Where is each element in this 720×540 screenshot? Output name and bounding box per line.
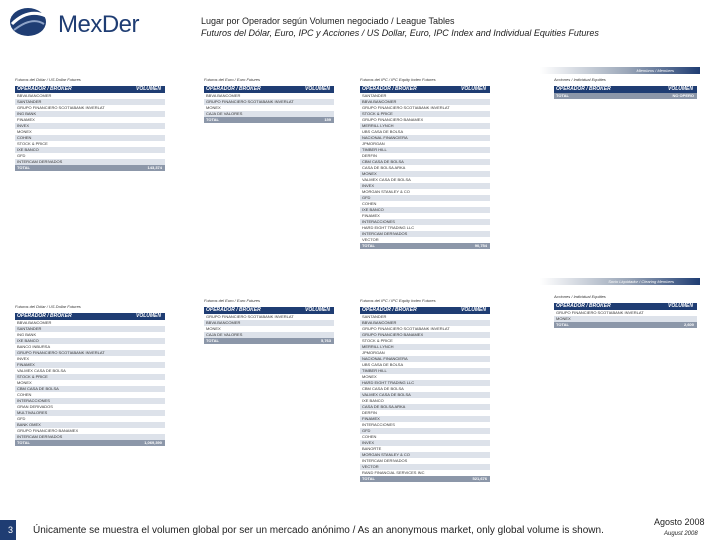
- table-row: ING BANK: [15, 111, 165, 117]
- panel-usd-futures-members: [15, 74, 165, 171]
- ribbon-clearing-members: [540, 278, 700, 285]
- table-row: MONEX: [17, 380, 32, 385]
- table-row: INTERACCIONES: [15, 398, 165, 404]
- table-row: INTERACCIONES: [362, 422, 395, 427]
- table-row: GRUPO FINANCIERO SCOTIABANK INVERLAT: [206, 314, 294, 319]
- table-row: HARD EIGHT TRADING LLC: [362, 225, 415, 230]
- table-header: [554, 303, 697, 310]
- header-volume: VOLUMEN: [305, 307, 330, 313]
- table-row: GRUPO FINANCIERO SCOTIABANK INVERLAT: [204, 99, 334, 105]
- table-row: INTERACCIONES: [360, 219, 490, 225]
- header-broker: OPERADOR / BROKER: [362, 86, 417, 92]
- table-row: VALMEX CASA DE BOLSA: [17, 368, 66, 373]
- ribbon-members-label: Miembros / Members: [636, 68, 674, 73]
- table-row: MONEX: [17, 129, 32, 134]
- header-broker: OPERADOR / BROKER: [556, 86, 611, 92]
- table-row: MONEX: [206, 326, 221, 331]
- table-row: ING BANK: [17, 332, 37, 337]
- table-row: INTERCAM DERIVADOS: [15, 434, 165, 440]
- header-volume: VOLUMEN: [668, 303, 693, 309]
- table-row: INVEX: [360, 440, 490, 446]
- panel-usd-futures-clearing: [15, 301, 165, 446]
- header-broker: OPERADOR / BROKER: [17, 86, 72, 92]
- table-row: TIMBER HILL: [360, 147, 490, 153]
- panel-euro-futures-clearing: [204, 295, 334, 344]
- table-header: [554, 86, 697, 93]
- table-row: COHEN: [17, 392, 32, 397]
- ribbon-members: [540, 67, 700, 74]
- total-label: TOTAL: [362, 243, 375, 248]
- panel-title: Acciones / Individual Equities: [554, 294, 606, 299]
- header-broker: OPERADOR / BROKER: [556, 303, 611, 309]
- header-volume: VOLUMEN: [136, 313, 161, 319]
- table-row: INVEX: [15, 123, 165, 129]
- total-value: 521,676: [472, 476, 487, 481]
- table-row: SANTANDER: [15, 326, 165, 332]
- page-number: 3: [0, 520, 16, 540]
- total-row: [360, 476, 490, 482]
- table-row: BANK OMEX: [15, 422, 165, 428]
- table-row: CAJA DE VALORES: [204, 332, 334, 338]
- header-volume: VOLUMEN: [136, 86, 161, 92]
- total-row: [204, 117, 334, 123]
- total-value: 2,600: [683, 322, 694, 327]
- table-row: MONEX: [554, 316, 697, 322]
- table-row: CASA DE BOLSA ARKA: [360, 404, 490, 410]
- mexder-logo: [4, 4, 140, 40]
- table-row: INTERCAM DERIVADOS: [362, 458, 408, 463]
- table-row: JPMORGAN: [362, 141, 385, 146]
- table-row: CBM CASA DE BOLSA: [360, 159, 490, 165]
- total-value: 1,069,390: [144, 440, 162, 445]
- total-value: 143,374: [147, 165, 162, 170]
- table-row: MORGAN STANLEY & CO: [360, 452, 490, 458]
- table-row: BANCO INBURSA: [17, 344, 51, 349]
- table-row: INTERCAM DERIVADOS: [360, 231, 490, 237]
- table-row: RAND FINANCIAL SERVICES INC: [362, 470, 425, 475]
- table-row: GRUPO FINANCIERO SCOTIABANK INVERLAT: [362, 105, 450, 110]
- header-broker: OPERADOR / BROKER: [206, 307, 261, 313]
- table-row: GRUPO FINANCIERO SCOTIABANK INVERLAT: [15, 350, 165, 356]
- table-row: SANTANDER: [15, 99, 165, 105]
- table-row: COHEN: [362, 434, 377, 439]
- table-row: INVEX: [360, 183, 490, 189]
- footer-date: Agosto 2008: [654, 517, 705, 527]
- panel-title: Futuros del Euro / Euro Futures: [204, 77, 261, 82]
- table-row: NACIONAL FINANCIERA: [360, 135, 490, 141]
- table-row: MONEX: [206, 105, 221, 110]
- table-row: SANTANDER: [362, 314, 387, 319]
- title-line-2: Futuros del Dólar, Euro, IPC y Acciones / US Dollar, Euro, IPC Index and Individual Equities Futures: [201, 28, 599, 38]
- table-row: CASA DE BOLSA ARKA: [362, 165, 406, 170]
- table-row: BBVA BANCOMER: [360, 99, 490, 105]
- table-row: GRUPO FINANCIERO SCOTIABANK INVERLAT: [556, 310, 644, 315]
- total-value: 90,754: [474, 243, 487, 248]
- table-row: VALMEX CASA DE BOLSA: [360, 392, 490, 398]
- table-row: SANTANDER: [362, 93, 387, 98]
- table-row: NACIONAL FINANCIERA: [360, 356, 490, 362]
- table-row: FINAMEX: [15, 362, 165, 368]
- total-value: 5,763: [320, 338, 331, 343]
- total-label: TOTAL: [556, 93, 569, 98]
- header-broker: OPERADOR / BROKER: [206, 86, 261, 92]
- table-row: MORGAN STANLEY & CO: [362, 189, 410, 194]
- table-row: JPMORGAN: [362, 350, 385, 355]
- table-row: GRUPO FINANCIERO BANAMEX: [360, 332, 490, 338]
- table-row: DERFIN: [362, 153, 377, 158]
- table-row: BBVA BANCOMER: [17, 320, 52, 325]
- table-row: GFD: [360, 428, 490, 434]
- table-row: GFD: [17, 416, 26, 421]
- table-row: HARD EIGHT TRADING LLC: [360, 380, 490, 386]
- table-header: [360, 307, 490, 314]
- table-row: STOCK & PRICE: [15, 374, 165, 380]
- table-header: [204, 307, 334, 314]
- total-value: 159: [324, 117, 331, 122]
- table-header: [15, 313, 165, 320]
- table-row: IXE BANCO: [15, 147, 165, 153]
- table-row: FINAMEX: [362, 213, 380, 218]
- panel-euro-futures-members: [204, 74, 334, 123]
- total-row: [554, 93, 697, 99]
- table-header: [15, 86, 165, 93]
- table-row: IXE BANCO: [360, 207, 490, 213]
- table-row: BBVA BANCOMER: [360, 320, 490, 326]
- table-header: [360, 86, 490, 93]
- table-row: GRUPO FINANCIERO SCOTIABANK INVERLAT: [17, 105, 105, 110]
- brand-name: MexDer: [58, 11, 140, 38]
- table-row: MONEX: [362, 374, 377, 379]
- panel-title: Acciones / Individual Equities: [554, 77, 606, 82]
- table-row: GFD: [17, 153, 26, 158]
- total-label: TOTAL: [206, 117, 219, 122]
- panel-title: Futuros del Dólar / US Dollar Futures: [15, 77, 81, 82]
- table-row: VALMEX CASA DE BOLSA: [362, 177, 411, 182]
- table-row: STOCK & PRICE: [362, 338, 393, 343]
- table-row: GFD: [360, 195, 490, 201]
- panel-title: Futuros del IPC / IPC Equity Index Futures: [360, 298, 436, 303]
- panel-title: Futuros del Euro / Euro Futures: [204, 298, 261, 303]
- footer-note: Únicamente se muestra el volumen global por ser un mercado anónimo / As an anonymous market, only global volume is shown.: [33, 525, 604, 536]
- table-row: IXE BANCO: [15, 338, 165, 344]
- table-row: VECTOR: [362, 237, 379, 242]
- table-row: INTERCAM DERIVADOS: [15, 159, 165, 165]
- table-row: MULTIVALORES: [15, 410, 165, 416]
- header-volume: VOLUMEN: [668, 86, 693, 92]
- table-row: STOCK & PRICE: [17, 141, 48, 146]
- globe-icon: [4, 4, 54, 40]
- table-row: UBS CASA DE BOLSA: [362, 362, 404, 367]
- table-row: GRAN DERIVADOS: [17, 404, 53, 409]
- total-label: TOTAL: [206, 338, 219, 343]
- header-volume: VOLUMEN: [305, 86, 330, 92]
- header-volume: VOLUMEN: [461, 86, 486, 92]
- panel-title: Futuros del IPC / IPC Equity Index Futures: [360, 77, 436, 82]
- panel-ipc-futures-clearing: [360, 295, 490, 482]
- table-row: MONEX: [360, 171, 490, 177]
- header-broker: OPERADOR / BROKER: [362, 307, 417, 313]
- total-row: [554, 322, 697, 328]
- total-row: [204, 338, 334, 344]
- table-row: INVEX: [17, 356, 30, 361]
- panel-equities-members: [554, 74, 697, 99]
- total-row: [15, 165, 165, 171]
- table-row: CBM CASA DE BOLSA: [362, 386, 404, 391]
- page-title: [201, 15, 599, 39]
- table-row: STOCK & PRICE: [360, 111, 490, 117]
- table-row: BBVA BANCOMER: [206, 93, 241, 98]
- panel-ipc-futures-members: [360, 74, 490, 249]
- panel-title: Futuros del Dólar / US Dollar Futures: [15, 304, 81, 309]
- table-header: [204, 86, 334, 93]
- table-row: TIMBER HILL: [360, 368, 490, 374]
- table-row: MERRILL LYNCH: [360, 344, 490, 350]
- table-row: UBS CASA DE BOLSA: [362, 129, 404, 134]
- table-row: CBM CASA DE BOLSA: [15, 386, 165, 392]
- total-row: [15, 440, 165, 446]
- table-row: GRUPO FINANCIERO BANAMEX: [17, 428, 79, 433]
- header-volume: VOLUMEN: [461, 307, 486, 313]
- total-value: NO OPERO: [672, 93, 694, 98]
- table-row: COHEN: [15, 135, 165, 141]
- total-label: TOTAL: [17, 165, 30, 170]
- table-row: GRUPO FINANCIERO SCOTIABANK INVERLAT: [362, 326, 450, 331]
- table-row: FINAMEX: [17, 117, 35, 122]
- table-row: GRUPO FINANCIERO BANAMEX: [362, 117, 424, 122]
- table-row: BANORTE: [362, 446, 382, 451]
- table-row: COHEN: [362, 201, 377, 206]
- panel-equities-clearing: [554, 291, 697, 328]
- table-row: MERRILL LYNCH: [360, 123, 490, 129]
- table-row: BBVA BANCOMER: [204, 320, 334, 326]
- total-row: [360, 243, 490, 249]
- total-label: TOTAL: [362, 476, 375, 481]
- ribbon-clearing-label: Socio Liquidador / Clearing Members: [608, 279, 674, 284]
- header-broker: OPERADOR / BROKER: [17, 313, 72, 319]
- table-row: FINAMEX: [360, 416, 490, 422]
- table-row: DERFIN: [362, 410, 377, 415]
- table-row: BBVA BANCOMER: [17, 93, 52, 98]
- footer-date-en: August 2008: [664, 531, 698, 537]
- table-row: VECTOR: [360, 464, 490, 470]
- table-row: CAJA DE VALORES: [204, 111, 334, 117]
- table-row: IXE BANCO: [362, 398, 384, 403]
- title-line-1: Lugar por Operador según Volumen negociado / League Tables: [201, 16, 455, 26]
- total-label: TOTAL: [17, 440, 30, 445]
- total-label: TOTAL: [556, 322, 569, 327]
